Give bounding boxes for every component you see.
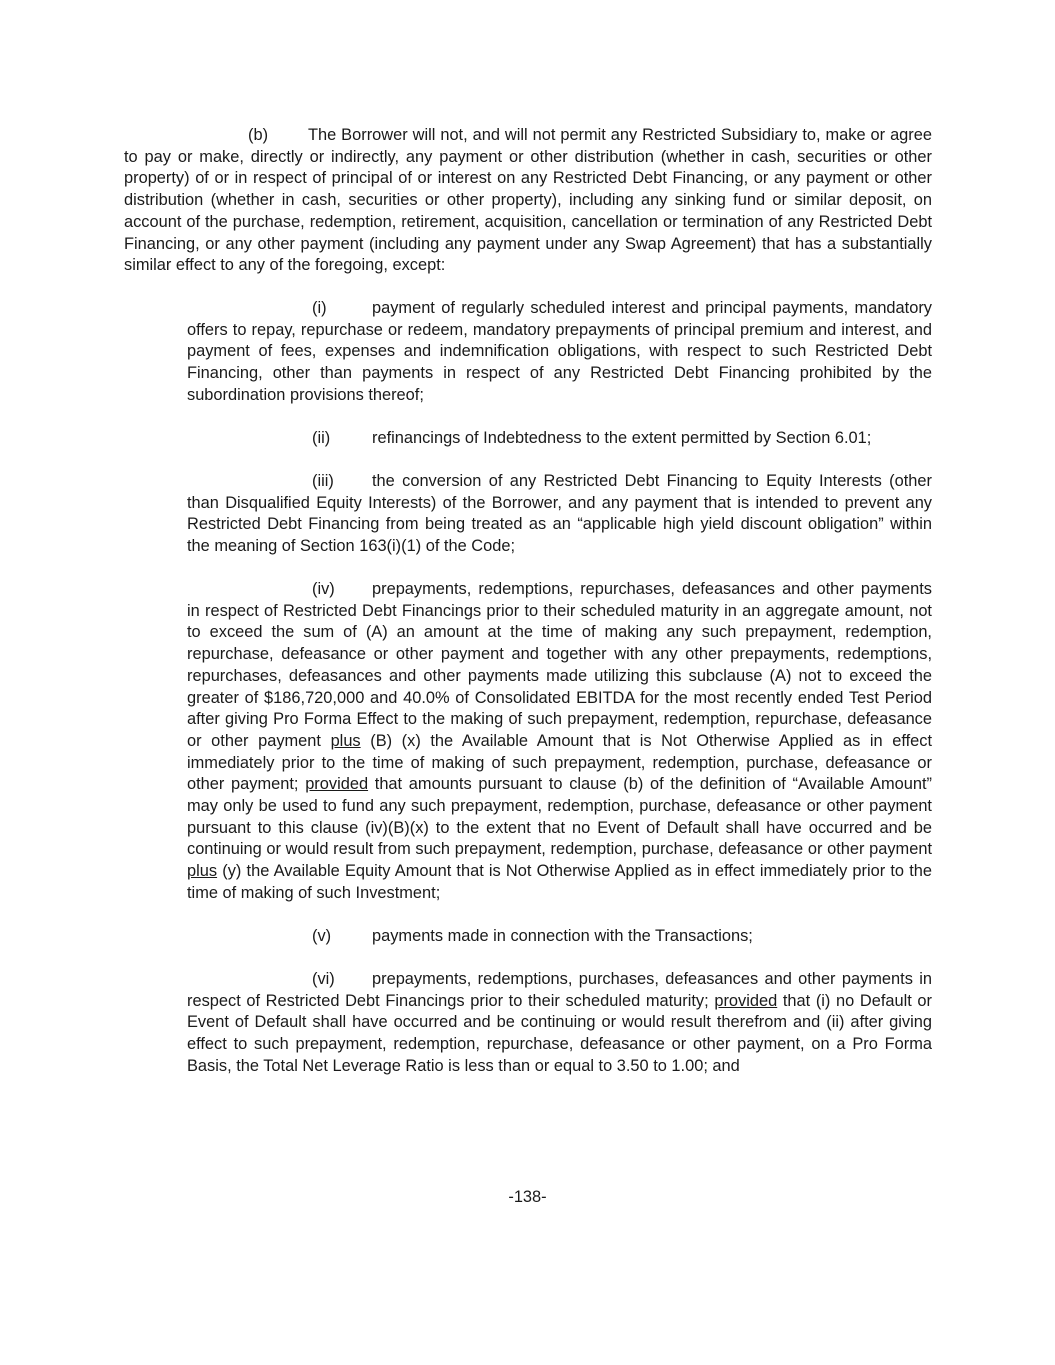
item-ii-paragraph [312,428,871,450]
section-b-label: (b) [248,126,269,144]
item-i-paragraph [187,298,932,407]
item-vi-provided: provided [714,991,778,1010]
item-iv-text-3: that amounts pursuant to clause (b) of the definition of “Available Amount” may only be used to fund any such prepayment, redemption, purchase, defeasance or other payment pursuant to this clause (iv)(B)(x) to the extent that no Event of Default shall have occurred and be continuing or would result from such prepayment, redemption, purchase, defeasance or other payment [187,775,932,859]
item-v-paragraph [312,926,753,948]
item-i-text: payment of regularly scheduled interest and principal payments, mandatory offers to repay, repurchase or redeem, mandatory prepayments of principal premium and interest, and payment of fees, expenses and indemnification obligations, with respect to such Restricted Debt Financing, other than payments in respect of any Restricted Debt Financing prohibited by the subordination provisions thereof; [187,299,932,404]
item-ii-label: (ii) [312,429,331,447]
page-number: -138- [508,1188,547,1206]
item-iv-plus-1: plus [330,731,361,750]
item-iv-plus-2: plus [187,862,218,881]
item-v-text: payments made in connection with the Transactions; [372,927,753,945]
item-iii-label: (iii) [312,472,334,490]
item-iii-text: the conversion of any Restricted Debt Financing to Equity Interests (other than Disqualified Equity Interests) of the Borrower, and any payment that is intended to prevent any Restricted Debt Financing from being treated as an “applicable high yield discount obligation” within the meaning of Section 163(i)(1) of the Code; [187,472,932,556]
item-v-label: (v) [312,927,332,945]
item-vi-paragraph [187,969,932,1078]
item-iv-text-4: (y) the Available Equity Amount that is Not Otherwise Applied as in effect immediately prior to the time of making of such Investment; [187,862,932,902]
item-iv-text-1: prepayments, redemptions, repurchases, defeasances and other payments in respect of Restricted Debt Financings prior to their scheduled maturity in an aggregate amount, not to exceed the sum of (A) an amount at the time of making any such prepayment, redemption, repurchase, defeasance or other payment and together with any other prepayments, redemptions, repurchases, defeasances and other payments made utilizing this subclause (A) not to exceed the greater of $186,720,000 and 40.0% of Consolidated EBITDA for the most recently ended Test Period after giving Pro Forma Effect to the making of such prepayment, redemption, repurchase, defeasance or other payment [187,580,932,750]
item-iv-label: (iv) [312,580,335,598]
item-ii-text: refinancings of Indebtedness to the extent permitted by Section 6.01; [372,429,872,447]
item-iv-text-2: (B) (x) the Available Amount that is Not Otherwise Applied as in effect immediately prior to the time of making of such prepayment, redemption, purchase, defeasance or other payment; [187,731,932,794]
item-iv-paragraph [187,579,932,905]
item-i-label: (i) [312,299,327,317]
item-iv-provided: provided [305,775,369,794]
section-b-paragraph [124,125,932,277]
section-b-text: The Borrower will not, and will not permit any Restricted Subsidiary to, make or agree to pay or make, directly or indirectly, any payment or other distribution (whether in cash, securities or other property) of or in respect of principal of or interest on any Restricted Debt Financing, or any payment or other distribution (whether in cash, securities or other property), including any sinking fund or similar deposit, on account of the purchase, redemption, retirement, acquisition, cancellation or termination of any Restricted Debt Financing, or any other payment (including any payment under any Swap Agreement) that has a substantially similar effect to any of the foregoing, except: [124,126,932,275]
item-vi-text-2: that (i) no Default or Event of Default shall have occurred and be continuing or would result therefrom and (ii) after giving effect to such prepayment, redemption, repurchase, defeasance or other payment, on a Pro Forma Basis, the Total Net Leverage Ratio is less than or equal to 3.50 to 1.00; and [187,991,933,1075]
item-vi-label: (vi) [312,970,335,988]
item-vi-text-1: prepayments, redemptions, purchases, defeasances and other payments in respect of Restricted Debt Financings prior to their scheduled maturity; [187,970,932,1010]
item-iii-paragraph [187,471,932,558]
